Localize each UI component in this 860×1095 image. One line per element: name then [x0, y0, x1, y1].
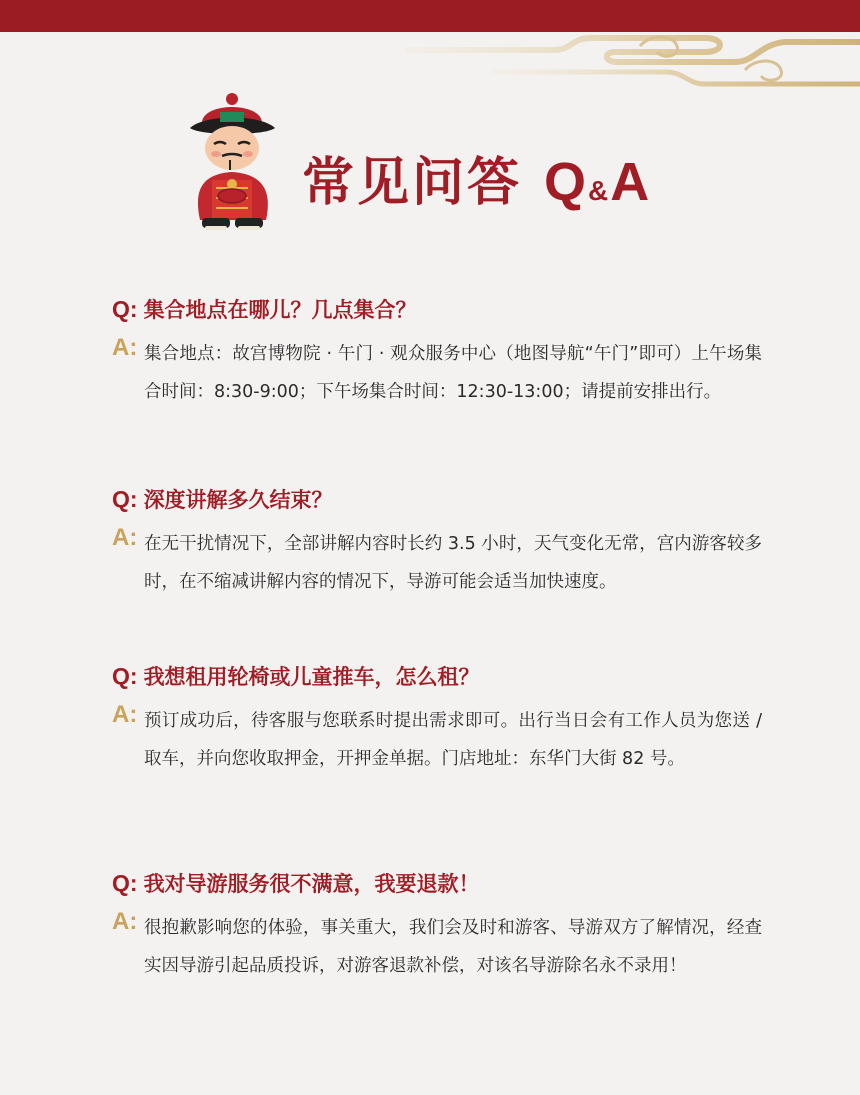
- question-text: 我想租用轮椅或儿童推车，怎么租？: [143, 665, 480, 689]
- question-line: [112, 866, 762, 900]
- faq-item: [112, 292, 762, 411]
- answer-text: 集合地点：故宫博物院 · 午门 · 观众服务中心（地图导航“午门”即可）上午场集合时间：8:30-9:00；下午场集合时间：12:30-13:00；请提前安排出行。: [144, 344, 762, 402]
- title-a: A: [610, 152, 650, 212]
- mascot-official-icon: [180, 92, 285, 234]
- title-amp: &: [588, 175, 609, 206]
- question-text: 我对导游服务很不满意，我要退款！: [143, 872, 480, 896]
- title-q: Q: [544, 152, 587, 212]
- top-banner-bar: [0, 0, 860, 32]
- answer-text: 很抱歉影响您的体验，事关重大，我们会及时和游客、导游双方了解情况，经查实因导游引起品质投诉，对游客退款补偿，对该名导游除名永不录用！: [144, 918, 762, 976]
- question-text: 集合地点在哪儿？几点集合？: [143, 298, 417, 322]
- answer-block: [112, 910, 762, 985]
- answer-block: [112, 336, 762, 411]
- answer-prefix: A:: [112, 701, 138, 728]
- answer-block: [112, 703, 762, 778]
- faq-item: [112, 482, 762, 601]
- answer-prefix: A:: [112, 334, 138, 361]
- question-line: [112, 482, 762, 516]
- title-chinese: 常见问答: [302, 153, 523, 213]
- faq-item: [112, 659, 762, 778]
- question-line: [112, 659, 762, 693]
- answer-prefix: A:: [112, 524, 138, 551]
- answer-block: [112, 526, 762, 601]
- question-line: [112, 292, 762, 326]
- answer-prefix: A:: [112, 908, 138, 935]
- answer-text: 在无干扰情况下，全部讲解内容时长约 3.5 小时，天气变化无常，宫内游客较多时，在不缩减讲解内容的情况下，导游可能会适当加快速度。: [144, 534, 762, 592]
- question-prefix: Q:: [112, 295, 138, 322]
- cloud-ornament-icon: [405, 32, 860, 92]
- question-text: 深度讲解多久结束？: [143, 488, 333, 512]
- question-prefix: Q:: [112, 869, 138, 896]
- answer-text: 预订成功后，待客服与您联系时提出需求即可。出行当日会有工作人员为您送 / 取车，并向您收取押金，开押金单据。门店地址：东华门大街 82 号。: [144, 711, 762, 769]
- faq-item: [112, 866, 762, 985]
- page-title: [302, 140, 649, 220]
- question-prefix: Q:: [112, 662, 138, 689]
- question-prefix: Q:: [112, 485, 138, 512]
